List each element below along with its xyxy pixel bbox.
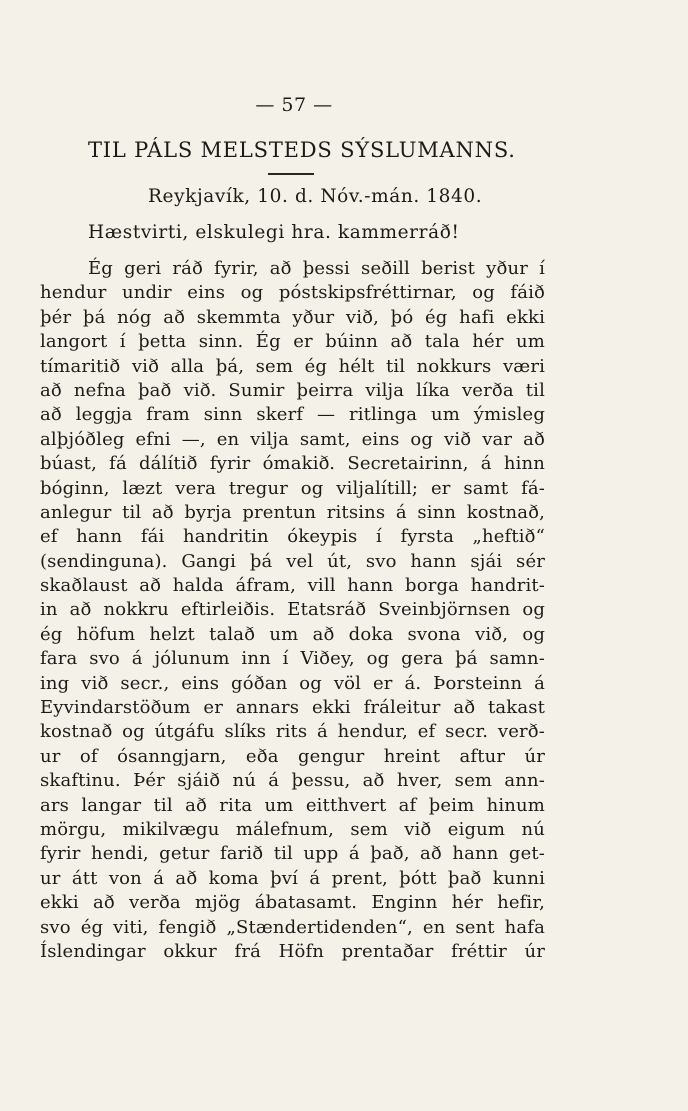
page-number: — 57 — xyxy=(255,94,333,116)
text-line: að leggja fram sinn skerf — ritlinga um ýmisleg xyxy=(40,404,545,426)
text-line: tímaritið við alla þá, sem ég hélt til nokkurs væri xyxy=(40,355,545,377)
text-line: að nefna það við. Sumir þeirra vilja líka verða til xyxy=(40,379,545,401)
text-line: alþjóðleg efni —, en vilja samt, eins og við var að xyxy=(40,428,545,450)
text-line: ef hann fái handritin ókeypis í fyrsta „heftið“ xyxy=(40,526,545,548)
text-line: ing við secr., eins góðan og völ er á. Þorsteinn á xyxy=(40,672,545,694)
letter-salutation: Hæstvirti, elskulegi hra. kammerráð! xyxy=(88,222,460,243)
text-line: Íslendingar okkur frá Höfn prentaðar fréttir úr xyxy=(40,940,545,962)
text-line: Ég geri ráð fyrir, að þessi seðill berist yður í xyxy=(88,258,545,279)
text-line: ars langar til að rita um eitthvert af þeim hinum xyxy=(40,794,545,816)
text-line: fara svo á jólunum inn í Viðey, og gera þá samn- xyxy=(40,648,545,670)
text-line: ekki að verða mjög ábatasamt. Enginn hér hefir, xyxy=(40,892,545,914)
text-line: hendur undir eins og póstskipsfréttirnar, og fáið xyxy=(40,282,545,304)
text-line: kostnað og útgáfu slíks rits á hendur, ef secr. verð- xyxy=(40,721,545,743)
letter-heading: TIL PÁLS MELSTEDS SÝSLUMANNS. xyxy=(88,138,516,162)
text-line: ur of ósanngjarn, eða gengur hreint aftur úr xyxy=(40,745,545,767)
text-line: Eyvindarstöðum er annars ekki fráleitur að takast xyxy=(40,697,545,719)
text-line: fyrir hendi, getur farið til upp á það, að hann get- xyxy=(40,843,545,865)
text-line: skaðlaust að halda áfram, vill hann borga handrit- xyxy=(40,575,545,597)
text-line: anlegur til að byrja prentun ritsins á sinn kostnað, xyxy=(40,501,545,523)
text-line: skaftinu. Þér sjáið nú á þessu, að hver, sem ann- xyxy=(40,770,545,792)
text-line: in að nokkru eftirleiðis. Etatsráð Sveinbjörnsen og xyxy=(40,599,545,621)
letter-dateline: Reykjavík, 10. d. Nóv.-mán. 1840. xyxy=(148,186,483,207)
text-line: mörgu, mikilvægu málefnum, sem við eigum nú xyxy=(40,818,545,840)
letter-body xyxy=(40,257,545,964)
text-line: (sendinguna). Gangi þá vel út, svo hann sjái sér xyxy=(40,550,545,572)
text-line: ég höfum helzt talað um að doka svona við, og xyxy=(40,623,545,645)
text-line: bóginn, læzt vera tregur og viljalítill; er samt fá- xyxy=(40,477,545,499)
text-line: svo ég viti, fengið „Stændertidenden“, en sent hafa xyxy=(40,916,545,938)
text-line: þér þá nóg að skemmta yður við, þó ég hafi ekki xyxy=(40,306,545,328)
text-line: ur átt von á að koma því á prent, þótt það kunni xyxy=(40,867,545,889)
text-line: búast, fá dálítið fyrir ómakið. Secretairinn, á hinn xyxy=(40,453,545,475)
heading-divider xyxy=(268,173,314,175)
text-line: langort í þetta sinn. Ég er búinn að tala hér um xyxy=(40,331,545,353)
